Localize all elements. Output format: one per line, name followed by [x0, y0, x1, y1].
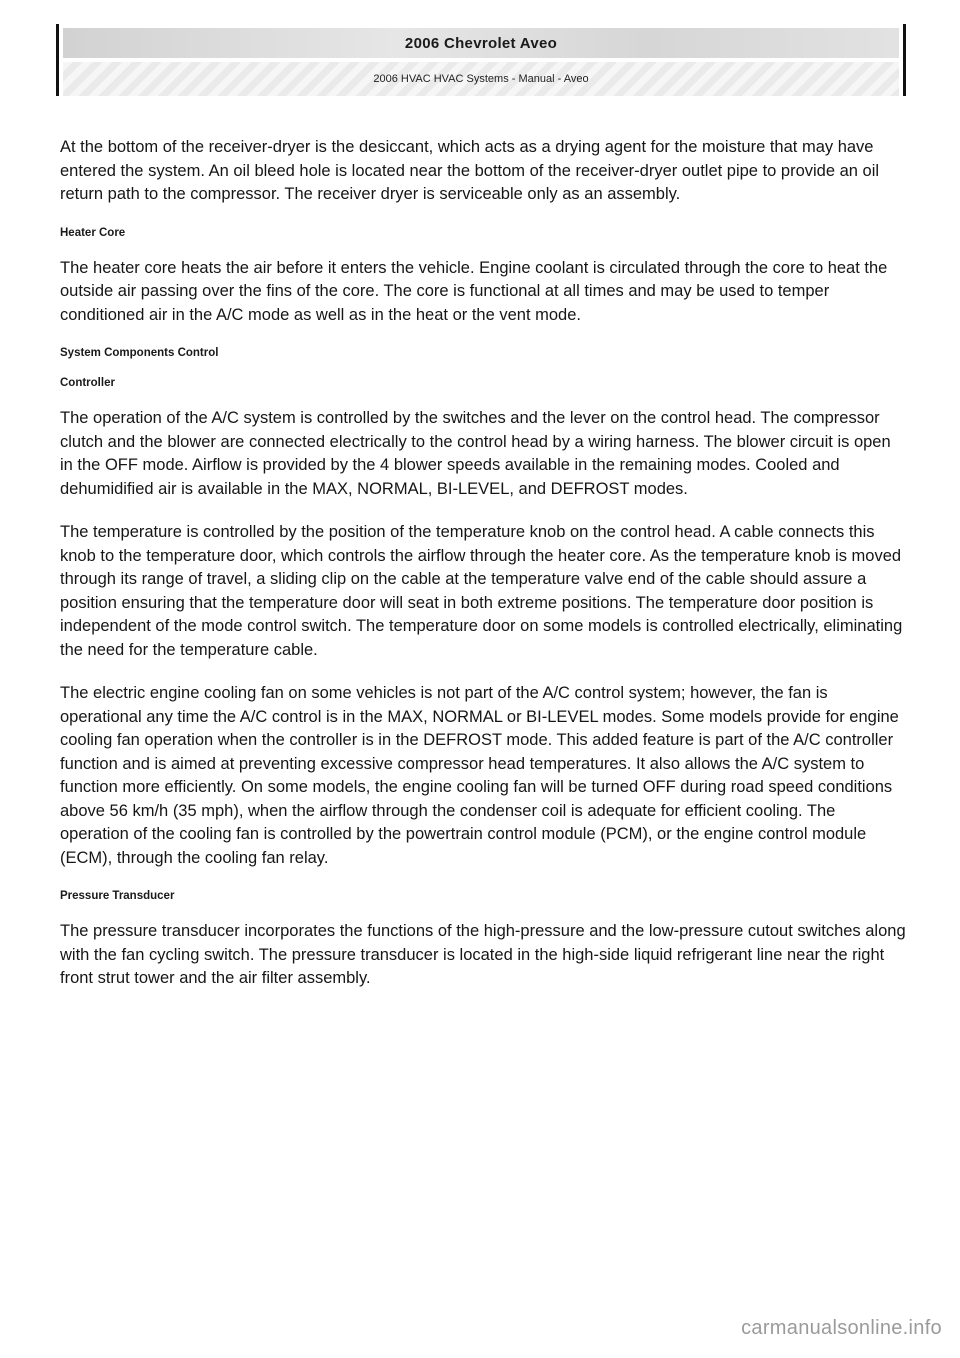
document-title: 2006 Chevrolet Aveo	[404, 34, 558, 52]
header-subtitle-bar	[63, 62, 899, 96]
paragraph-receiver-dryer: At the bottom of the receiver-dryer is the desiccant, which acts as a drying agent for the moisture that may have entered the system. An oil bleed hole is located near the bottom of the receiver-dryer outlet pipe to provide an oil return path to the compressor. The receiver dryer is serviceable only as an assembly.	[60, 138, 880, 203]
paragraph-temperature-control: The temperature is controlled by the position of the temperature knob on the control head. A cable connects this knob to the temperature door, which controls the airflow through the heater core. As the temperature knob is moved through its range of travel, a sliding clip on the cable at the temperature valve end of the cable should assure a position ensuring that the temperature door will seat in both extreme positions. The temperature door position is independent of the mode control switch. The temperature door on some models is controlled electrically, eliminating the need for the temperature cable.	[60, 523, 903, 659]
paragraph-controller-operation: The operation of the A/C system is controlled by the switches and the lever on the control head. The compressor clutch and the blower are connected electrically to the control head by a wiring harness. The blower circuit is open in the OFF mode. Airflow is provided by the 4 blower speeds available in the remaining modes. Cooled and dehumidified air is available in the MAX, NORMAL, BI-LEVEL, and DEFROST modes.	[60, 409, 891, 498]
paragraph-heater-core: The heater core heats the air before it enters the vehicle. Engine coolant is circulated through the core to heat the outside air passing over the fins of the core. The core is functional at all times and may be used to temper conditioned air in the A/C mode as well as in the heat or the vent mode.	[60, 258, 888, 324]
heading-controller: Controller	[60, 377, 115, 389]
heading-pressure-transducer: Pressure Transducer	[60, 890, 175, 902]
paragraph-cooling-fan: The electric engine cooling fan on some vehicles is not part of the A/C control system; however, the fan is operational any time the A/C control is in the MAX, NORMAL or BI-LEVEL modes. Some models provide for engine cooling fan operation when the controller is in the DEFROST mode. This added feature is part of the A/C controller function and is aimed at preventing excessive compressor head temperatures. It also allows the A/C system to function more efficiently. On some models, the engine cooling fan will be turned OFF during road speed conditions above 56 km/h (35 mph), when the airflow through the condenser coil is adequate for efficient cooling. The operation of the cooling fan is controlled by the powertrain control module (PCM), or the engine control module (ECM), through the cooling fan relay.	[60, 684, 899, 867]
site-watermark: carmanualsonline.info	[741, 1317, 942, 1339]
header-title-bar	[63, 28, 899, 58]
heading-system-components-control: System Components Control	[60, 347, 219, 359]
document-header	[56, 24, 906, 96]
document-subtitle: 2006 HVAC HVAC Systems - Manual - Aveo	[373, 73, 589, 85]
heading-heater-core: Heater Core	[60, 226, 126, 239]
paragraph-pressure-transducer: The pressure transducer incorporates the functions of the high-pressure and the low-pressure cutout switches along with the fan cycling switch. The pressure transducer is located in the high-side liquid refrigerant line near the right front strut tower and the air filter assembly.	[60, 922, 906, 987]
document-body	[60, 136, 908, 1011]
